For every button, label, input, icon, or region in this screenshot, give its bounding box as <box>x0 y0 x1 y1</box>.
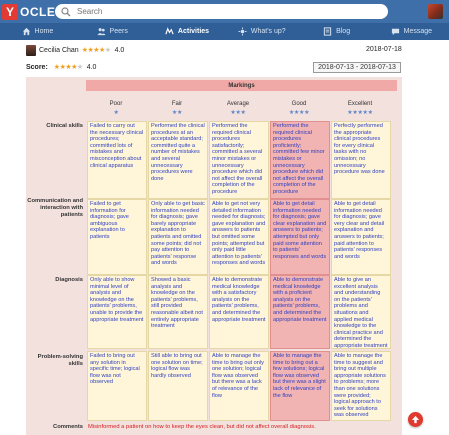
col-excellent: Excellent <box>347 101 373 107</box>
user-avatar[interactable] <box>428 4 443 19</box>
rubric-cell[interactable]: Failed to carry out the necessary clinical procedures; committed lots of mistakes and misconception about clinical apparatus <box>87 121 147 199</box>
score-value: 4.0 <box>86 63 97 71</box>
peers-icon <box>97 27 106 36</box>
col-poor: Poor <box>109 101 123 107</box>
scroll-top-button[interactable] <box>408 412 423 427</box>
markings-header: Markings <box>86 80 397 91</box>
col-poor-stars: ★ <box>113 110 119 116</box>
row-label-problem-solving: Problem-solving skills <box>37 354 83 367</box>
main-nav <box>0 23 449 40</box>
col-average-stars: ★★★ <box>230 110 246 116</box>
nav-activities[interactable] <box>150 23 225 40</box>
rubric-cell[interactable]: Able to give an excellent analysis and understanding on the patients' problems and situations and applied medical knowledge to the clinical practice and determined the appropriate treatment <box>331 275 391 349</box>
rubric-cell-selected[interactable]: Able to manage the time to bring out a few solutions; logical flow was observed but there was a slight lack of relevance of the flow <box>270 351 330 421</box>
arrow-up-icon <box>411 415 420 424</box>
col-average: Average <box>226 101 250 107</box>
rubric-cell[interactable]: Only able to show minimal level of analysis and knowledge on the patients' problems, unable to provide the appropriate treatment <box>87 275 147 349</box>
nav-whatsup-label: What's up? <box>250 28 286 35</box>
activity-date: 2018-07-18 <box>366 46 402 53</box>
rubric-cell[interactable]: Performed the required clinical procedures satisfactorily; committed a several minor mistakes or unnecessary procedure which did not affect the overall completion of the procedure <box>209 121 269 199</box>
nav-activities-label: Activities <box>177 28 210 35</box>
search-bar[interactable] <box>55 4 388 19</box>
nav-peers[interactable] <box>75 23 150 40</box>
whatsup-icon <box>238 27 247 36</box>
rubric-cell[interactable]: Perfectly performed the appropriate clinical procedures for every clinical tasks with no omission; no unnecessary procedure was done <box>331 121 391 199</box>
col-good: Good <box>291 101 307 107</box>
comments-text: Misinformed a patient on how to keep the eyes clean, but did not affect overall diagnosis. <box>88 424 316 430</box>
rubric-cell[interactable]: Able to demonstrate medical knowledge with a satisfactory analysis on the patients' problems, and determined the appropriate treatment <box>209 275 269 349</box>
col-excellent-stars: ★★★★★ <box>347 110 373 116</box>
nav-message-label: Message <box>403 28 433 35</box>
col-fair: Fair <box>171 101 183 107</box>
rubric-cell[interactable]: Failed to get information for diagnosis; gave ambiguous explanation to patients <box>87 199 147 275</box>
nav-home-label: Home <box>34 28 54 35</box>
score-label: Score: <box>26 63 48 71</box>
nav-blog-label: Blog <box>336 28 351 35</box>
col-good-stars: ★★★★ <box>288 110 310 116</box>
col-fair-stars: ★★ <box>171 110 183 116</box>
rubric-cell[interactable]: Only able to get basic information needed for diagnosis; gave barely appropriate explanation to patients and omitted some points; did not pay attention to patients' response and words <box>148 199 208 275</box>
nav-home[interactable] <box>0 23 75 40</box>
score-stars: ★★★★★ <box>53 64 83 71</box>
nav-whatsup[interactable] <box>224 23 299 40</box>
logo-mark: Y <box>2 4 18 20</box>
rubric-cell-selected[interactable]: Able to get detail information needed for diagnosis; gave clear explanation and answers to patients; attempted but only paid some attention to patients' responses and words <box>270 199 330 275</box>
nav-peers-label: Peers <box>109 28 128 35</box>
comments-label: Comments <box>53 424 83 430</box>
rubric-cell[interactable]: Able to manage the time to suggest and bring out multiple appropriate solutions to problems; more than one solutions were provided; logical approach to seek for solutions was observed <box>331 351 391 421</box>
profile-summary <box>26 44 406 56</box>
profile-avatar[interactable] <box>26 45 36 56</box>
home-icon <box>22 27 31 36</box>
rubric-cell-selected[interactable]: Performed the required clinical procedures proficiently; committed few minor mistakes or unnecessary procedure which did not affect the overall completion of the procedure <box>270 121 330 199</box>
rubric-cell[interactable]: Able to get detail information needed for diagnosis; gave very clear and detail explanation and answers to patients; paid attention to patients' responses and words <box>331 199 391 275</box>
logo-text: OCLE <box>20 4 56 19</box>
message-icon <box>391 27 400 36</box>
rubric-card <box>26 77 402 435</box>
rubric-cell[interactable]: Able to manage the time to bring out only one solution; logical flow was observed but there was a lack of relevance of the flow <box>209 351 269 421</box>
activities-icon <box>165 27 174 36</box>
search-input[interactable] <box>77 7 367 16</box>
rubric-cell[interactable]: Showed a basic analysis and knowledge on the patients' problems, still provided reasonable albeit not entirely appropriate treatment <box>148 275 208 349</box>
blog-icon <box>323 27 332 36</box>
profile-rating-stars: ★★★★★ <box>81 47 111 54</box>
app-logo[interactable] <box>2 3 55 20</box>
row-label-diagnosis: Diagnosis <box>55 277 83 283</box>
nav-blog[interactable] <box>299 23 374 40</box>
profile-rating-value: 4.0 <box>114 46 125 54</box>
rubric-cell-selected[interactable]: Able to demonstrate medical knowledge with a proficient analysis on the patients' problems, and determined the appropriate treatment <box>270 275 330 349</box>
rubric-cell[interactable]: Still able to bring out one solution on time; logical flow was hardly observed <box>148 351 208 421</box>
profile-name[interactable]: Cecilia Chan <box>39 46 79 54</box>
date-range-badge: 2018-07-13 - 2018-07-13 <box>313 62 401 73</box>
score-summary <box>26 63 96 71</box>
search-icon <box>61 7 71 17</box>
row-label-communication: Communication and interaction with patients <box>27 198 83 218</box>
rubric-cell[interactable]: Performed the clinical procedures at an acceptable standard; committed quite a number of mistakes and several unnecessary procedures were done <box>148 121 208 199</box>
rubric-cell[interactable]: Able to get not very detailed information needed for diagnosis; gave explanation and answers to patients but omitted some points; attempted but only paid little attention to patients' responses and words <box>209 199 269 275</box>
nav-message[interactable] <box>374 23 449 40</box>
row-label-clinical-skills: Clinical skills <box>46 123 83 129</box>
rubric-cell[interactable]: Failed to bring out any solution in specific time; logical flow was not observed <box>87 351 147 421</box>
top-bar <box>0 0 449 23</box>
